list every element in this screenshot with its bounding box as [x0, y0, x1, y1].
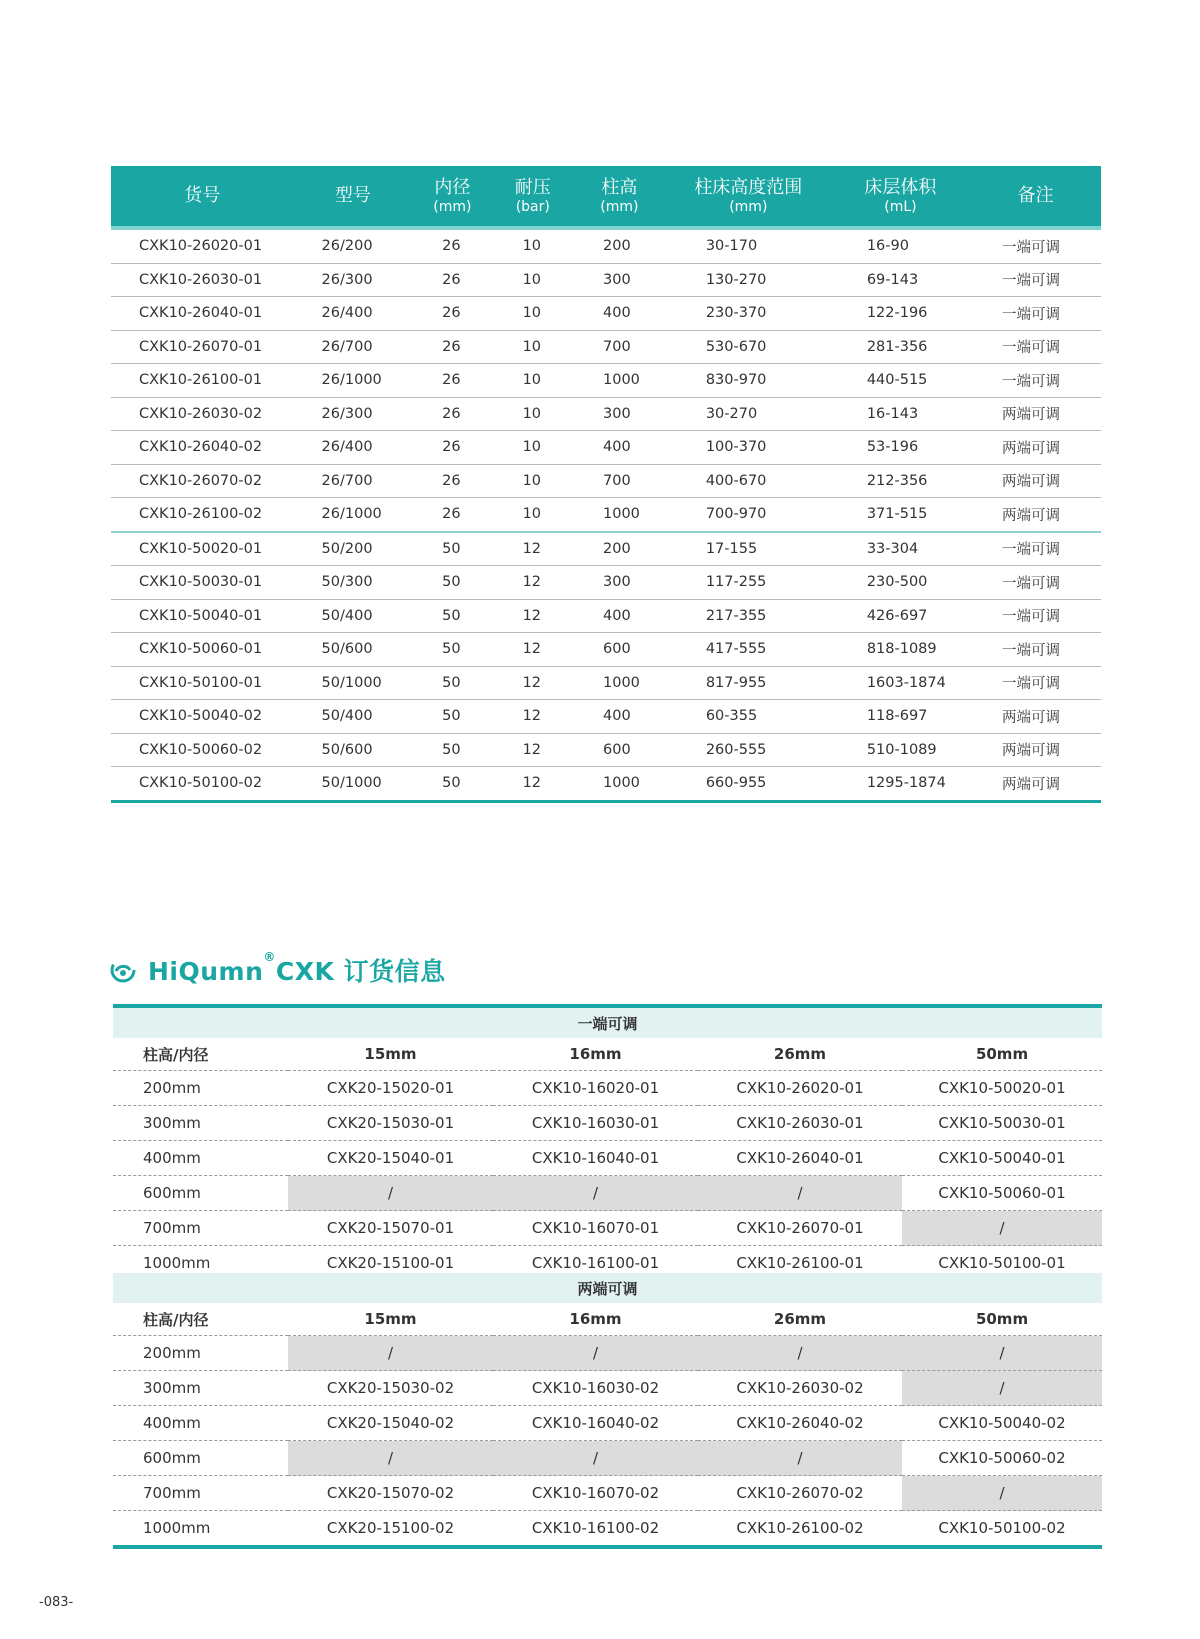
spec-cell: 50/600: [294, 733, 413, 767]
order-table-one-end: [113, 1004, 1102, 1284]
spec-cell: 26/400: [294, 431, 413, 465]
spec-cell: 26: [412, 297, 492, 331]
spec-header-unit: (mL): [884, 199, 917, 215]
spec-cell: 50: [412, 599, 492, 633]
spec-cell: 281-356: [831, 330, 970, 364]
spec-cell: 122-196: [831, 297, 970, 331]
order-cell-code: CXK10-26100-01: [698, 1246, 902, 1283]
spec-row: [111, 700, 1101, 734]
spec-row: [111, 228, 1101, 263]
spec-cell: 1000: [573, 666, 666, 700]
spec-header-cell: [294, 166, 413, 228]
spec-row: [111, 566, 1101, 600]
spec-header-unit: (mm): [433, 199, 472, 215]
order-cell-code: CXK10-50040-01: [902, 1141, 1102, 1176]
spec-header-cell: [831, 166, 970, 228]
spec-cell: 1295-1874: [831, 767, 970, 802]
order-row-height: 600mm: [113, 1441, 288, 1476]
order-row-height: 1000mm: [113, 1246, 288, 1283]
spec-cell: 830-970: [666, 364, 831, 398]
order-cell-code: CXK20-15020-01: [288, 1071, 493, 1106]
order-cell-unavailable: /: [288, 1336, 493, 1371]
spec-cell: CXK10-50100-01: [111, 666, 294, 700]
order-cell-code: CXK20-15030-01: [288, 1106, 493, 1141]
spec-cell: 130-270: [666, 263, 831, 297]
spec-cell: 50/400: [294, 599, 413, 633]
spec-cell: 50: [412, 666, 492, 700]
spec-row: [111, 599, 1101, 633]
order-row-height: 200mm: [113, 1336, 288, 1371]
spec-cell: 两端可调: [970, 700, 1101, 734]
band-one-end: 一端可调: [113, 1006, 1102, 1038]
spec-header-label: 耐压: [514, 177, 551, 198]
spec-cell: 200: [573, 228, 666, 263]
spec-row: [111, 431, 1101, 465]
spec-cell: 26: [412, 263, 492, 297]
spec-cell: CXK10-50060-02: [111, 733, 294, 767]
order-cell-unavailable: /: [902, 1336, 1102, 1371]
spec-cell: 400: [573, 297, 666, 331]
spec-cell: 440-515: [831, 364, 970, 398]
spec-row: [111, 263, 1101, 297]
spec-row: [111, 397, 1101, 431]
spec-cell: 26/300: [294, 397, 413, 431]
order-cell-code: CXK10-50040-02: [902, 1406, 1102, 1441]
spec-header-label: 柱高: [601, 177, 638, 198]
order-cell-code: CXK10-16100-02: [493, 1511, 698, 1548]
order-row-height: 1000mm: [113, 1511, 288, 1548]
spec-cell: 12: [493, 666, 573, 700]
spec-cell: 两端可调: [970, 733, 1101, 767]
order-column-label: 16mm: [569, 1310, 622, 1328]
spec-cell: 10: [493, 364, 573, 398]
spec-cell: 10: [493, 297, 573, 331]
spec-cell: 50: [412, 700, 492, 734]
order-cell-unavailable: /: [493, 1336, 698, 1371]
spec-cell: 26/400: [294, 297, 413, 331]
spec-cell: CXK10-26040-01: [111, 297, 294, 331]
spec-header-unit: (bar): [515, 199, 550, 215]
spec-cell: 260-555: [666, 733, 831, 767]
spec-row: [111, 733, 1101, 767]
spec-cell: 700-970: [666, 498, 831, 532]
order-cell-code: CXK10-50060-02: [902, 1441, 1102, 1476]
spec-cell: 53-196: [831, 431, 970, 465]
spec-cell: CXK10-50040-01: [111, 599, 294, 633]
spec-cell: 26: [412, 364, 492, 398]
spec-cell: 26: [412, 397, 492, 431]
spec-header-unit: (mm): [600, 199, 639, 215]
spec-cell: 10: [493, 330, 573, 364]
spec-cell: 12: [493, 733, 573, 767]
spec-cell: CXK10-26100-02: [111, 498, 294, 532]
order-row-height: 400mm: [113, 1141, 288, 1176]
spec-cell: 660-955: [666, 767, 831, 802]
order-cell-unavailable: /: [902, 1476, 1102, 1511]
spec-cell: 一端可调: [970, 666, 1101, 700]
order-column-label: 50mm: [975, 1045, 1029, 1063]
spec-cell: 一端可调: [970, 228, 1101, 263]
spec-cell: 417-555: [666, 633, 831, 667]
order-cell-code: CXK10-50100-01: [902, 1246, 1102, 1283]
spec-header-cell: [111, 166, 294, 228]
spec-cell: CXK10-26040-02: [111, 431, 294, 465]
order-cell-code: CXK10-16040-01: [493, 1141, 698, 1176]
spec-header-cell: [493, 166, 573, 228]
order-cell-code: CXK20-15030-02: [288, 1371, 493, 1406]
order-cell-code: CXK10-26030-01: [698, 1106, 902, 1141]
spec-cell: 12: [493, 599, 573, 633]
band-two-ends: 两端可调: [113, 1273, 1102, 1303]
spec-cell: CXK10-26100-01: [111, 364, 294, 398]
order-row: [113, 1211, 1102, 1246]
spec-header-cell: [970, 166, 1101, 228]
spec-cell: 50/300: [294, 566, 413, 600]
order-cell-code: CXK10-16100-01: [493, 1246, 698, 1283]
spec-cell: 1000: [573, 767, 666, 802]
order-row-height: 700mm: [113, 1211, 288, 1246]
spec-cell: 一端可调: [970, 599, 1101, 633]
order-column-label: 26mm: [773, 1045, 827, 1063]
order-cell-code: CXK10-26070-02: [698, 1476, 902, 1511]
spec-row: [111, 633, 1101, 667]
order-cell-code: CXK10-16030-02: [493, 1371, 698, 1406]
spec-cell: 33-304: [831, 532, 970, 566]
spec-cell: 69-143: [831, 263, 970, 297]
order-column-label: 15mm: [364, 1310, 417, 1328]
spec-cell: 400-670: [666, 464, 831, 498]
order-row: [113, 1441, 1102, 1476]
order-cell-code: CXK10-16040-02: [493, 1406, 698, 1441]
spec-cell: 两端可调: [970, 767, 1101, 802]
spec-cell: 1000: [573, 498, 666, 532]
order-cell-unavailable: /: [698, 1441, 902, 1476]
spec-cell: 50: [412, 633, 492, 667]
spec-cell: 600: [573, 733, 666, 767]
spec-cell: 117-255: [666, 566, 831, 600]
spec-row: [111, 498, 1101, 532]
spec-header-unit: (mm): [729, 199, 768, 215]
order-cell-code: CXK10-26030-02: [698, 1371, 902, 1406]
spec-cell: CXK10-26030-01: [111, 263, 294, 297]
spec-header-cell: [412, 166, 492, 228]
order-cell-code: CXK20-15070-02: [288, 1476, 493, 1511]
spec-cell: 两端可调: [970, 431, 1101, 465]
spec-cell: CXK10-50020-01: [111, 532, 294, 566]
spec-cell: 212-356: [831, 464, 970, 498]
spec-cell: 12: [493, 700, 573, 734]
spec-cell: 一端可调: [970, 297, 1101, 331]
order-row-height: 300mm: [113, 1371, 288, 1406]
order-cell-unavailable: /: [288, 1441, 493, 1476]
order-cell-unavailable: /: [902, 1211, 1102, 1246]
spec-cell: 12: [493, 566, 573, 600]
spec-body: [111, 228, 1101, 801]
order-cell-code: CXK10-16070-01: [493, 1211, 698, 1246]
spec-cell: 26/700: [294, 330, 413, 364]
order-cell-code: CXK10-16020-01: [493, 1071, 698, 1106]
spec-cell: 两端可调: [970, 464, 1101, 498]
order-row: [113, 1106, 1102, 1141]
order-corner-label: 柱高/内径: [143, 1045, 209, 1064]
spec-cell: 26/700: [294, 464, 413, 498]
spec-cell: 两端可调: [970, 397, 1101, 431]
spec-row: [111, 364, 1101, 398]
spec-cell: 300: [573, 397, 666, 431]
order-cell-code: CXK10-50100-02: [902, 1511, 1102, 1548]
order-cell-code: CXK10-50030-01: [902, 1106, 1102, 1141]
spec-cell: 10: [493, 464, 573, 498]
order-column-header-row: [113, 1303, 1102, 1336]
spec-cell: 16-143: [831, 397, 970, 431]
spec-header-cell: [666, 166, 831, 228]
spec-cell: 100-370: [666, 431, 831, 465]
spec-cell: 230-500: [831, 566, 970, 600]
order-row: [113, 1336, 1102, 1371]
spec-cell: 26: [412, 228, 492, 263]
spec-cell: 26/300: [294, 263, 413, 297]
spec-cell: 200: [573, 532, 666, 566]
order-row: [113, 1176, 1102, 1211]
spec-cell: 530-670: [666, 330, 831, 364]
spec-cell: 50: [412, 767, 492, 802]
spec-cell: CXK10-26030-02: [111, 397, 294, 431]
brand-logo-icon: [110, 957, 136, 983]
spec-cell: 818-1089: [831, 633, 970, 667]
spec-cell: 一端可调: [970, 263, 1101, 297]
spec-row: [111, 532, 1101, 566]
spec-cell: 600: [573, 633, 666, 667]
spec-cell: 26: [412, 431, 492, 465]
spec-cell: 50/400: [294, 700, 413, 734]
spec-cell: 一端可调: [970, 532, 1101, 566]
spec-header-label: 柱床高度范围: [694, 177, 803, 198]
spec-cell: 217-355: [666, 599, 831, 633]
spec-row: [111, 330, 1101, 364]
order-cell-code: CXK10-26020-01: [698, 1071, 902, 1106]
order-column-header-row: [113, 1038, 1102, 1071]
order-cell-code: CXK10-50020-01: [902, 1071, 1102, 1106]
spec-cell: 50/1000: [294, 666, 413, 700]
spec-cell: 50/600: [294, 633, 413, 667]
spec-cell: 一端可调: [970, 633, 1101, 667]
order-row-height: 200mm: [113, 1071, 288, 1106]
order-column-label: 26mm: [773, 1310, 827, 1328]
spec-cell: 371-515: [831, 498, 970, 532]
spec-cell: 26: [412, 498, 492, 532]
spec-cell: 30-170: [666, 228, 831, 263]
order-cell-code: CXK10-16030-01: [493, 1106, 698, 1141]
order-cell-code: CXK20-15100-01: [288, 1246, 493, 1283]
spec-row: [111, 297, 1101, 331]
order-corner-label: 柱高/内径: [143, 1310, 209, 1329]
order-cell-code: CXK10-26070-01: [698, 1211, 902, 1246]
order-row: [113, 1406, 1102, 1441]
spec-header-label: 型号: [334, 185, 371, 206]
spec-cell: 26: [412, 464, 492, 498]
spec-cell: CXK10-50040-02: [111, 700, 294, 734]
spec-table: [111, 166, 1101, 803]
spec-cell: 两端可调: [970, 498, 1101, 532]
order-cell-code: CXK20-15040-02: [288, 1406, 493, 1441]
order-cell-unavailable: /: [698, 1336, 902, 1371]
order-cell-unavailable: /: [493, 1441, 698, 1476]
spec-header-label: 货号: [184, 185, 221, 206]
spec-cell: 50/1000: [294, 767, 413, 802]
order-row-height: 400mm: [113, 1406, 288, 1441]
spec-cell: 26/1000: [294, 364, 413, 398]
spec-cell: 50: [412, 566, 492, 600]
order-row: [113, 1071, 1102, 1106]
spec-cell: 26/1000: [294, 498, 413, 532]
order-cell-code: CXK20-15040-01: [288, 1141, 493, 1176]
spec-cell: 10: [493, 228, 573, 263]
order-row-height: 300mm: [113, 1106, 288, 1141]
spec-header-label: 内径: [434, 177, 471, 198]
spec-cell: 一端可调: [970, 330, 1101, 364]
order-cell-code: CXK10-26100-02: [698, 1511, 902, 1548]
order-cell-unavailable: /: [288, 1176, 493, 1211]
spec-cell: 50/200: [294, 532, 413, 566]
section-title: [110, 950, 446, 987]
spec-cell: 30-270: [666, 397, 831, 431]
spec-cell: 510-1089: [831, 733, 970, 767]
order-row: [113, 1141, 1102, 1176]
spec-cell: 12: [493, 767, 573, 802]
spec-cell: 10: [493, 498, 573, 532]
order-table-two-ends: [113, 1273, 1102, 1549]
spec-cell: 1603-1874: [831, 666, 970, 700]
spec-cell: 12: [493, 633, 573, 667]
spec-cell: 60-355: [666, 700, 831, 734]
section-title-text: HiQumn®CXK 订货信息: [148, 950, 446, 986]
spec-row: [111, 666, 1101, 700]
spec-cell: 一端可调: [970, 364, 1101, 398]
spec-cell: 817-955: [666, 666, 831, 700]
order-row: [113, 1511, 1102, 1548]
spec-cell: CXK10-50100-02: [111, 767, 294, 802]
spec-cell: 400: [573, 700, 666, 734]
spec-cell: 426-697: [831, 599, 970, 633]
spec-header-label: 床层体积: [864, 177, 937, 198]
order-cell-unavailable: /: [902, 1371, 1102, 1406]
spec-cell: 700: [573, 464, 666, 498]
order-row: [113, 1371, 1102, 1406]
order-cell-code: CXK10-26040-01: [698, 1141, 902, 1176]
spec-cell: 一端可调: [970, 566, 1101, 600]
order-cell-code: CXK10-26040-02: [698, 1406, 902, 1441]
spec-cell: CXK10-26070-02: [111, 464, 294, 498]
order-row: [113, 1476, 1102, 1511]
spec-cell: 16-90: [831, 228, 970, 263]
spec-cell: 400: [573, 431, 666, 465]
spec-cell: 300: [573, 566, 666, 600]
spec-cell: 10: [493, 397, 573, 431]
order-cell-unavailable: /: [698, 1176, 902, 1211]
spec-cell: CXK10-50060-01: [111, 633, 294, 667]
spec-cell: CXK10-26020-01: [111, 228, 294, 263]
spec-cell: 700: [573, 330, 666, 364]
spec-cell: 26: [412, 330, 492, 364]
spec-header-row: [111, 166, 1101, 228]
spec-cell: 10: [493, 263, 573, 297]
order-cell-code: CXK20-15100-02: [288, 1511, 493, 1548]
page-number: -083-: [39, 1595, 74, 1610]
spec-header-label: 备注: [1017, 185, 1054, 206]
spec-cell: 230-370: [666, 297, 831, 331]
spec-cell: 118-697: [831, 700, 970, 734]
spec-cell: 26/200: [294, 228, 413, 263]
spec-cell: 400: [573, 599, 666, 633]
spec-row: [111, 767, 1101, 802]
order-cell-code: CXK10-50060-01: [902, 1176, 1102, 1211]
spec-row: [111, 464, 1101, 498]
spec-cell: 10: [493, 431, 573, 465]
spec-cell: CXK10-50030-01: [111, 566, 294, 600]
spec-cell: 17-155: [666, 532, 831, 566]
order-cell-code: CXK20-15070-01: [288, 1211, 493, 1246]
order-row-height: 600mm: [113, 1176, 288, 1211]
order-column-label: 16mm: [569, 1045, 622, 1063]
spec-header-cell: [573, 166, 666, 228]
order-row-height: 700mm: [113, 1476, 288, 1511]
spec-cell: 50: [412, 733, 492, 767]
order-cell-unavailable: /: [493, 1176, 698, 1211]
order-column-label: 50mm: [975, 1310, 1029, 1328]
spec-cell: CXK10-26070-01: [111, 330, 294, 364]
spec-cell: 1000: [573, 364, 666, 398]
spec-cell: 12: [493, 532, 573, 566]
spec-cell: 50: [412, 532, 492, 566]
order-cell-code: CXK10-16070-02: [493, 1476, 698, 1511]
spec-cell: 300: [573, 263, 666, 297]
order-column-label: 15mm: [364, 1045, 417, 1063]
